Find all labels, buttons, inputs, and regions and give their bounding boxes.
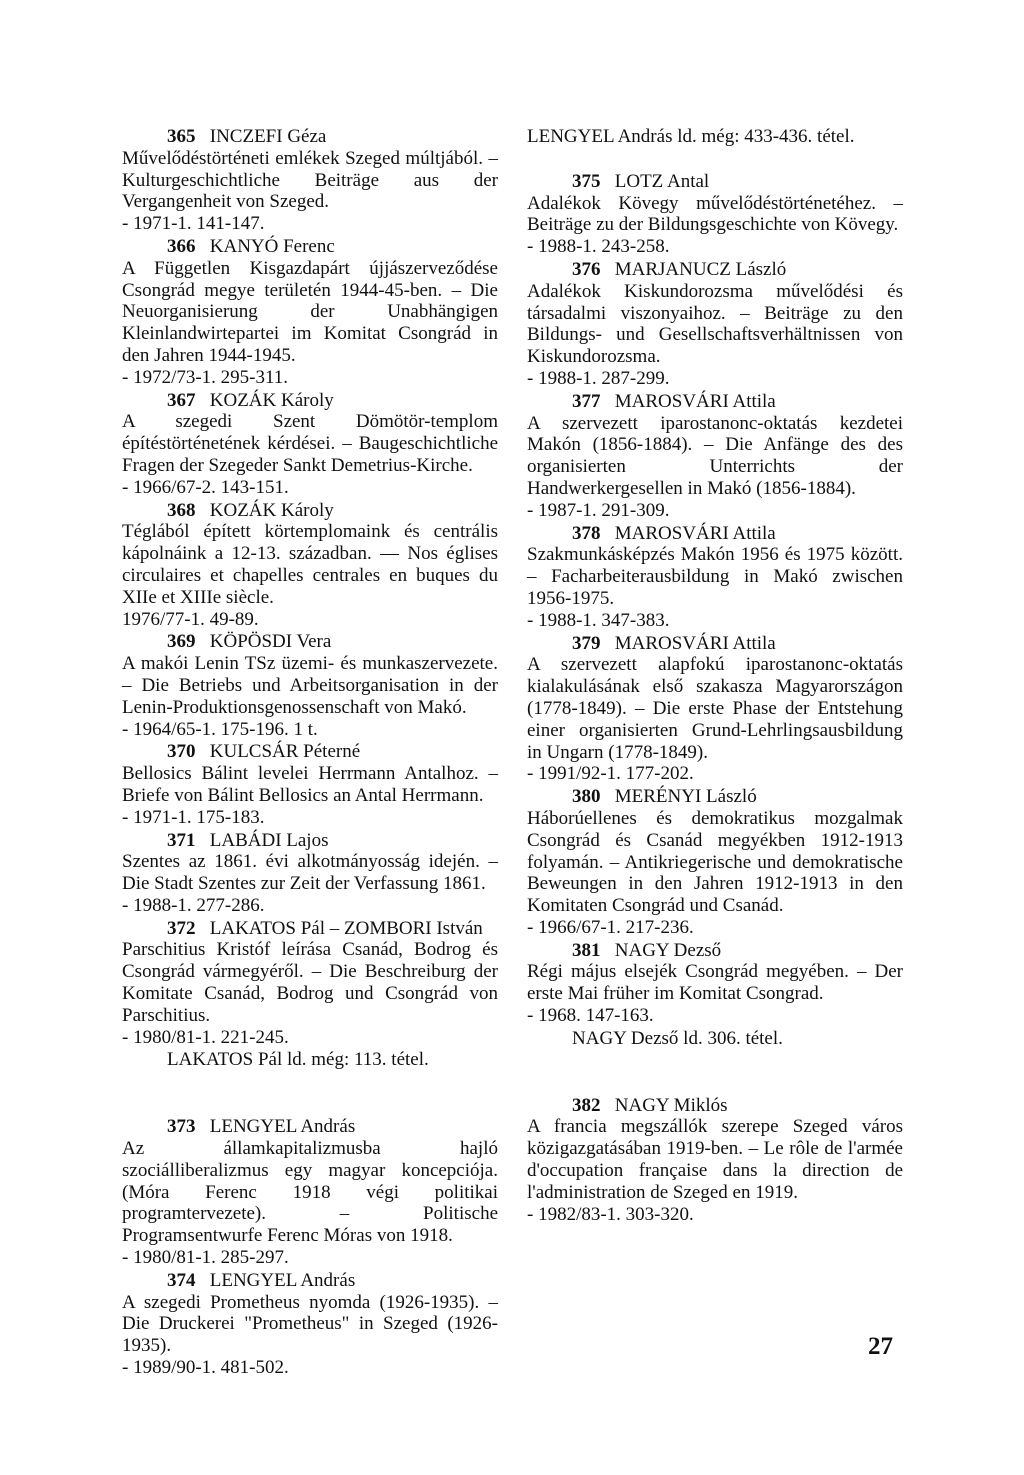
entry-number: 381 [572, 939, 601, 961]
entry-publication: - 1991/92-1. 177-202. [527, 763, 694, 785]
entry-author: MAROSVÁRI Attila [614, 522, 776, 544]
entry-number: 375 [572, 170, 601, 192]
bibliography-entry [122, 830, 498, 917]
entry-author: KOZÁK Károly [209, 499, 334, 521]
entry-publication: - 1987-1. 291-309. [527, 499, 670, 521]
entry-heading [122, 236, 498, 258]
entry-title: A francia megszállók szerepe Szeged város közigazgatásában 1919-ben. – Le rôle de l'armée d'occupation française dans la direction de l'administration de Szeged en 1919. [527, 1116, 903, 1203]
entry-heading [527, 1095, 903, 1117]
entry-number: 382 [572, 1094, 601, 1116]
entry-number: 377 [572, 390, 601, 412]
entry-gap [527, 1051, 903, 1095]
entry-author: NAGY Miklós [614, 1094, 728, 1116]
entry-number: 374 [167, 1269, 196, 1291]
entry-heading [122, 500, 498, 522]
bibliography-entry [122, 236, 498, 389]
bibliography-entry [527, 940, 903, 1027]
entry-publication: - 1966/67-1. 217-236. [527, 916, 694, 938]
entry-title: A Független Kisgazdapárt újjászerveződése Csongrád megye területén 1944-45-ben. – Die Neuorganisierung der Unabhängigen Kleinlandwirtepartei im Komitat Csongrád in den Jahren 1944-1945. [122, 257, 498, 366]
entry-heading [527, 391, 903, 413]
right-column [527, 126, 903, 1226]
entry-number: 372 [167, 917, 196, 939]
entry-author: NAGY Dezső [614, 939, 722, 961]
page-number: 27 [868, 1333, 893, 1360]
cross-reference [122, 1049, 498, 1071]
entry-publication: - 1968. 147-163. [527, 1005, 654, 1027]
bibliography-entry [527, 171, 903, 258]
entry-heading [527, 786, 903, 808]
entry-title: Háborúellenes és demokratikus mozgalmak Csongrád és Csanád megyékben 1912-1913 folyamán. – Antikriegerische und demokratische Beweungen in den Jahren 1912-1913 in den Komitaten Csongrád und Csanád. [527, 807, 903, 917]
entry-gap [122, 1072, 498, 1116]
entry-title: Adalékok Kiskundorozsma művelődési és társadalmi viszonyaihoz. – Beiträge zu den Bildungs- und Gesellschaftsverhältnissen von Kiskundorozsma. [527, 280, 903, 368]
entry-title: Parschitius Kristóf leírása Csanád, Bodrog és Csongrád vármegyéről. – Die Beschreiburg der Komitate Csanád, Bodrog und Csongrád von Parschitius. [122, 939, 498, 1026]
entry-title: A szegedi Prometheus nyomda (1926-1935). – Die Druckerei "Prometheus" in Szeged (1926-1935). [122, 1291, 498, 1357]
entry-title: A szegedi Szent Dömötör-templom építéstörténetének kérdései. – Baugeschichtliche Fragen der Szegeder Sankt Demetrius-Kirche. [122, 411, 498, 476]
entry-gap [527, 149, 903, 171]
bibliography-entry [527, 391, 903, 522]
entry-number: 370 [167, 741, 196, 763]
bibliography-entry [122, 741, 498, 828]
entry-publication: - 1980/81-1. 285-297. [122, 1247, 289, 1269]
entry-author: LENGYEL András [209, 1269, 356, 1291]
entry-title: Adalékok Kövegy művelődéstörténetéhez. – Beiträge zu der Bildungsgeschichte von Kövegy. [527, 192, 903, 236]
entry-title: Az államkapitalizmusba hajló szociálliberalizmus egy magyar koncepciója. (Móra Ferenc 1918 végi politikai programtervezete). – Politische Programsentwurfe Ferenc Móras von 1918. [122, 1138, 498, 1247]
entry-title: A szervezett alapfokú iparostanonc-oktatás kialakulásának első szakasza Magyarországon (1778-1849). – Die erste Phase der Entstehung einer organisierten Grund-Lehrlingsausbildung in Ungarn (1778-1849). [527, 654, 903, 763]
entry-author: LABÁDI Lajos [209, 829, 329, 851]
entry-number: 366 [167, 235, 196, 257]
entry-heading [122, 1270, 498, 1292]
entry-publication: - 1988-1. 243-258. [527, 236, 670, 258]
bibliography-entry [527, 259, 903, 390]
entry-title: Művelődéstörténeti emlékek Szeged múltjából. – Kulturgeschichtliche Beiträge aus der Vergangenheit von Szeged. [122, 147, 498, 213]
entry-publication: - 1982/83-1. 303-320. [527, 1203, 694, 1225]
bibliography-entry [527, 1095, 903, 1226]
bibliography-entry [122, 500, 498, 631]
bibliography-entry [122, 1270, 498, 1379]
entry-title: Szakmunkásképzés Makón 1956 és 1975 között. – Facharbeiterausbildung in Makó zwischen 1956-1975. [527, 544, 903, 609]
left-column [122, 126, 498, 1380]
entry-title: A makói Lenin TSz üzemi- és munkaszervezete. – Die Betriebs und Arbeitsorganisation in der Lenin-Produktionsgenossenschaft von Makó. [122, 653, 498, 718]
entry-title: A szervezett iparostanonc-oktatás kezdetei Makón (1856-1884). – Die Anfänge des des organisierten Unterrichts der Handwerkergesellen in Makó (1856-1884). [527, 412, 903, 499]
entry-author: KANYÓ Ferenc [209, 235, 335, 257]
cross-reference-text: LAKATOS Pál ld. még: 113. tétel. [167, 1049, 429, 1071]
entry-number: 380 [572, 786, 601, 808]
entry-title: Régi május elsejék Csongrád megyében. – Der erste Mai früher im Komitat Csongrad. [527, 961, 903, 1005]
entry-author: KULCSÁR Péterné [209, 741, 361, 763]
entry-heading [527, 259, 903, 281]
entry-title: Szentes az 1861. évi alkotmányosság idején. – Die Stadt Szentes zur Zeit der Verfassung 1861. [122, 851, 498, 895]
bibliography-entry [122, 126, 498, 235]
entry-heading [122, 126, 498, 148]
entry-heading [527, 633, 903, 655]
entry-author: KÖPÖSDI Vera [209, 631, 332, 653]
entry-title: Téglából épített körtemplomaink és centrális kápolnáink a 12-13. században. — Nos églises circulaires et chapelles centrales en buques du XIIe et XIIIe siècle. [122, 521, 498, 608]
cross-reference [527, 126, 903, 148]
entry-heading [527, 940, 903, 962]
bibliography-entry [122, 1116, 498, 1269]
cross-reference-text: NAGY Dezső ld. 306. tétel. [572, 1027, 783, 1049]
entry-heading [527, 171, 903, 193]
entry-publication: - 1988-1. 287-299. [527, 367, 670, 389]
entry-author: LAKATOS Pál – ZOMBORI István [209, 917, 483, 939]
entry-number: 373 [167, 1116, 196, 1138]
bibliography-entry [527, 786, 903, 939]
entry-author: LENGYEL András [209, 1116, 356, 1138]
entry-publication: - 1988-1. 347-383. [527, 609, 670, 631]
bibliography-entry [122, 390, 498, 499]
entry-author: MARJANUCZ László [614, 258, 787, 280]
entry-publication: - 1980/81-1. 221-245. [122, 1026, 289, 1048]
bibliography-entry [122, 918, 498, 1049]
entry-number: 379 [572, 632, 601, 654]
cross-reference-text: LENGYEL András ld. még: 433-436. tétel. [527, 126, 855, 147]
entry-author: MERÉNYI László [614, 786, 757, 808]
entry-publication: - 1972/73-1. 295-311. [122, 366, 289, 388]
entry-number: 367 [167, 389, 196, 411]
entry-heading [122, 631, 498, 653]
entry-author: MAROSVÁRI Attila [614, 390, 776, 412]
entry-number: 365 [167, 126, 196, 147]
entry-heading [122, 830, 498, 852]
bibliography-entry [122, 631, 498, 740]
entry-number: 371 [167, 829, 196, 851]
entry-heading [122, 741, 498, 763]
entry-heading [122, 1116, 498, 1138]
entry-author: MAROSVÁRI Attila [614, 632, 776, 654]
entry-title: Bellosics Bálint levelei Herrmann Antalhoz. – Briefe von Bálint Bellosics an Antal Herrmann. [122, 763, 498, 806]
entry-heading [122, 390, 498, 412]
entry-author: INCZEFI Géza [209, 126, 327, 147]
entry-heading [122, 918, 498, 940]
entry-publication: - 1964/65-1. 175-196. 1 t. [122, 718, 318, 740]
entry-number: 378 [572, 522, 601, 544]
entry-publication: - 1988-1. 277-286. [122, 894, 265, 916]
cross-reference [527, 1028, 903, 1050]
entry-publication: - 1989/90-1. 481-502. [122, 1357, 289, 1379]
entry-publication: - 1971-1. 175-183. [122, 806, 265, 828]
entry-author: LOTZ Antal [614, 170, 710, 192]
entry-publication: - 1971-1. 141-147. [122, 213, 265, 235]
bibliography-entry [527, 523, 903, 632]
entry-publication: 1976/77-1. 49-89. [122, 608, 259, 630]
entry-heading [527, 523, 903, 545]
entry-author: KOZÁK Károly [209, 389, 334, 411]
entry-number: 369 [167, 631, 196, 653]
bibliography-entry [527, 633, 903, 786]
entry-number: 376 [572, 258, 601, 280]
entry-number: 368 [167, 499, 196, 521]
entry-publication: - 1966/67-2. 143-151. [122, 476, 289, 498]
